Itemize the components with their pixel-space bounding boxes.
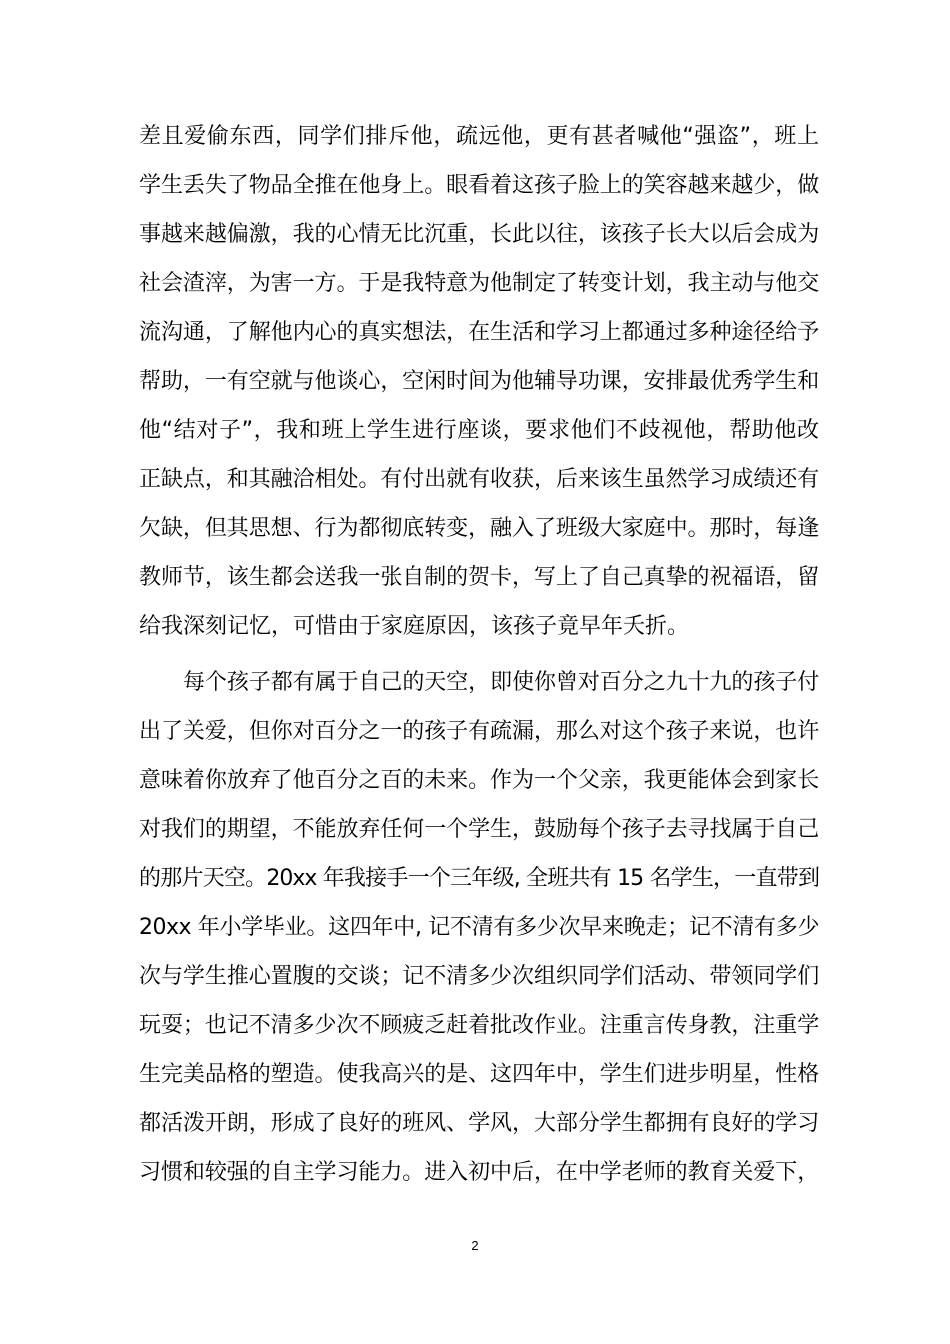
text-line: 的那片天空。20xx 年我接手一个三年级, 全班共有 15 名学生，一直带到 <box>139 866 819 891</box>
text-line: 都活泼开朗，形成了良好的班风、学风，大部分学生都拥有良好的学习 <box>139 1111 819 1136</box>
text-line: 生完美品格的塑造。使我高兴的是、这四年中，学生们进步明星，性格 <box>139 1062 819 1087</box>
text-line: 每个孩子都有属于自己的天空，即使你曾对百分之九十九的孩子付 <box>183 670 819 695</box>
text-line: 欠缺，但其思想、行为都彻底转变，融入了班级大家庭中。那时，每逢 <box>139 516 819 541</box>
page-number: 2 <box>471 1238 479 1253</box>
text-line: 帮助，一有空就与他谈心，空闲时间为他辅导功课，安排最优秀学生和 <box>139 369 819 394</box>
text-line: 教师节，该生都会送我一张自制的贺卡，写上了自己真挚的祝福语，留 <box>139 565 819 590</box>
text-line: 正缺点，和其融洽相处。有付出就有收获，后来该生虽然学习成绩还有 <box>139 467 819 492</box>
text-line: 学生丢失了物品全推在他身上。眼看着这孩子脸上的笑容越来越少，做 <box>139 173 819 198</box>
text-line: 给我深刻记忆，可惜由于家庭原因，该孩子竟早年夭折。 <box>139 614 690 639</box>
text-line: 出了关爱，但你对百分之一的孩子有疏漏，那么对这个孩子来说，也许 <box>139 719 819 744</box>
text-line: 对我们的期望，不能放弃任何一个学生，鼓励每个孩子去寻找属于自己 <box>139 817 819 842</box>
text-line: 习惯和较强的自主学习能力。进入初中后，在中学老师的教育关爱下， <box>139 1160 819 1185</box>
text-line: 事越来越偏激，我的心情无比沉重，长此以往，该孩子长大以后会成为 <box>139 222 819 247</box>
text-line: 社会渣滓，为害一方。于是我特意为他制定了转变计划，我主动与他交 <box>139 271 819 296</box>
text-line: 意味着你放弃了他百分之百的未来。作为一个父亲，我更能体会到家长 <box>139 768 819 793</box>
text-line: 差且爱偷东西，同学们排斥他，疏远他，更有甚者喊他“强盗”，班上 <box>139 124 819 149</box>
text-line: 流沟通，了解他内心的真实想法，在生活和学习上都通过多种途径给予 <box>139 320 819 345</box>
text-line: 玩耍；也记不清多少次不顾疲乏赶着批改作业。注重言传身教，注重学 <box>139 1013 819 1038</box>
text-line: 他“结对子”，我和班上学生进行座谈，要求他们不歧视他，帮助他改 <box>139 418 819 443</box>
text-line: 20xx 年小学毕业。这四年中, 记不清有多少次早来晚走；记不清有多少 <box>139 915 819 940</box>
text-line: 次与学生推心置腹的交谈；记不清多少次组织同学们活动、带领同学们 <box>139 964 819 989</box>
